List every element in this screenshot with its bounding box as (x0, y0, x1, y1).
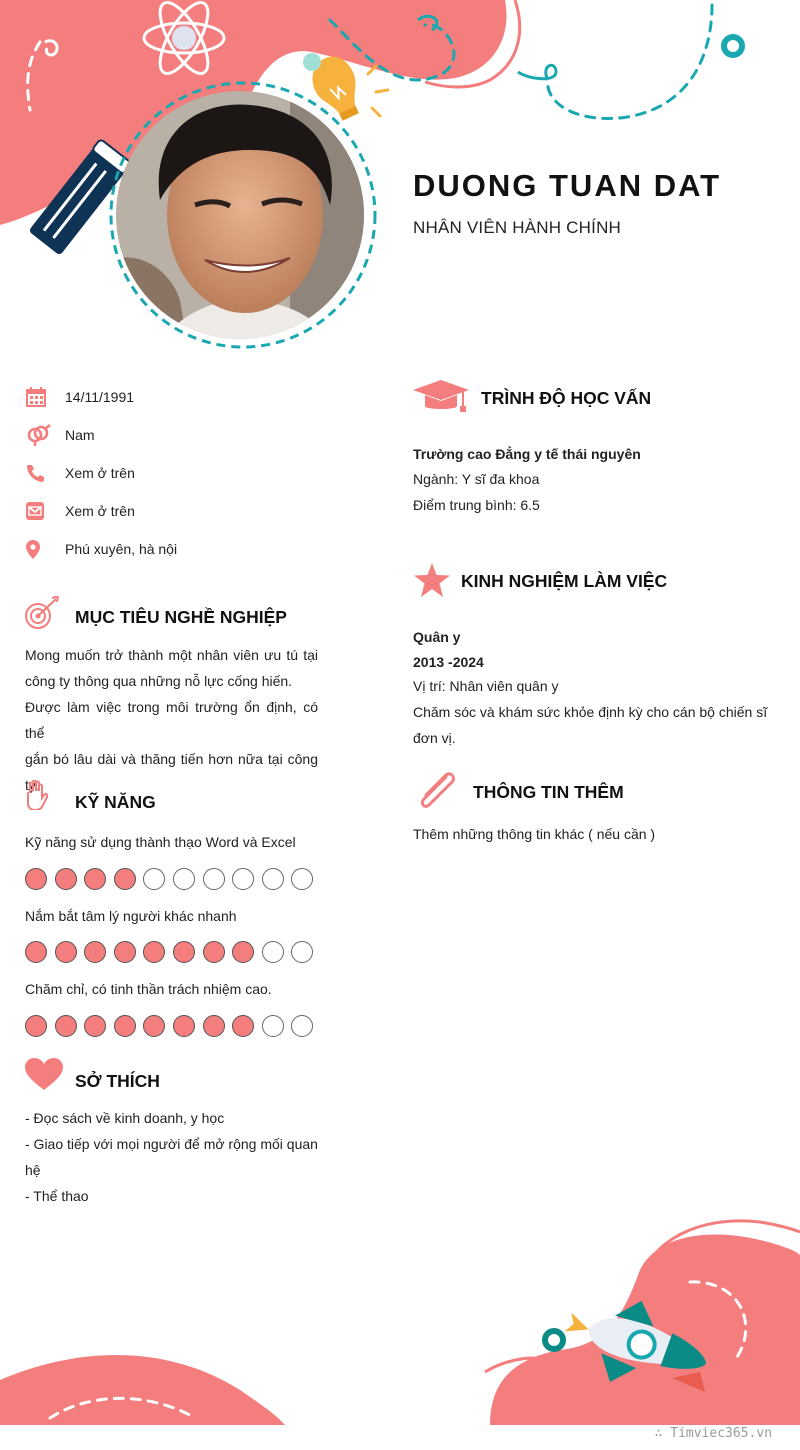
candidate-name: DUONG TUAN DAT (413, 168, 722, 203)
skill-rating (25, 868, 313, 892)
rating-dot-filled (55, 941, 77, 963)
experience-desc-line: Chăm sóc và khám sức khỏe định kỳ cho cán bộ chiến sĩ (413, 704, 768, 720)
extra-text: Thêm những thông tin khác ( nếu cần ) (413, 826, 656, 842)
contact-phone (26, 461, 356, 485)
rating-dot-empty (291, 868, 313, 890)
skill-rating (25, 1015, 313, 1039)
rating-dot-filled (203, 941, 225, 963)
contact-gender (26, 423, 356, 447)
location-icon (26, 538, 54, 560)
rating-dot-filled (114, 941, 136, 963)
teal-ring-icon (724, 37, 742, 55)
objective-line: Mong muốn trở thành một nhân viên ưu tú tại (25, 647, 318, 663)
rating-dot-filled (143, 941, 165, 963)
rating-dot-empty (262, 941, 284, 963)
objective-title: MỤC TIÊU NGHỀ NGHIỆP (75, 607, 287, 627)
phone-icon (26, 462, 54, 484)
rating-dot-empty (291, 1015, 313, 1037)
bottom-left-blob (0, 1355, 285, 1425)
graduation-cap-icon (413, 380, 469, 419)
rating-dot-empty (173, 868, 195, 890)
rating-dot-filled (173, 1015, 195, 1037)
hobby-line: - Giao tiếp với mọi người để mở rộng mối quan (25, 1136, 318, 1152)
address-value: Phú xuyên, hà nội (65, 541, 178, 557)
rating-dot-empty (203, 868, 225, 890)
skills-title: KỸ NĂNG (75, 792, 156, 812)
email-value: Xem ở trên (65, 503, 135, 519)
rating-dot-empty (232, 868, 254, 890)
rating-dot-filled (25, 941, 47, 963)
watermark: ∴ Timviec365.vn (654, 1426, 772, 1441)
rating-dot-filled (84, 1015, 106, 1037)
hobbies-text (25, 1105, 325, 1209)
rating-dot-filled (232, 941, 254, 963)
teal-dashed-curve-right (548, 5, 712, 118)
rating-dot-filled (84, 941, 106, 963)
rating-dot-filled (232, 1015, 254, 1037)
email-icon (26, 500, 54, 522)
contact-birthday (26, 385, 356, 409)
skill-rating (25, 941, 313, 965)
rating-dot-filled (25, 868, 47, 890)
contact-address (26, 537, 356, 561)
extra-title: THÔNG TIN THÊM (473, 782, 624, 802)
experience-title: KINH NGHIỆM LÀM VIỆC (461, 571, 668, 591)
objective-line: gắn bó lâu dài và thăng tiến hơn nữa tại công (25, 751, 318, 767)
rating-dot-filled (55, 1015, 77, 1037)
rating-dot-filled (143, 1015, 165, 1037)
rating-dot-filled (173, 941, 195, 963)
hobby-line: - Thể thao (25, 1188, 89, 1204)
hand-icon (26, 780, 48, 815)
heart-icon (25, 1058, 63, 1095)
job-title: NHÂN VIÊN HÀNH CHÍNH (413, 218, 622, 237)
education-gpa: Điểm trung bình: 6.5 (413, 497, 540, 513)
objective-line: công ty thông qua những nỗ lực cống hiến. (25, 673, 293, 689)
objective-text (25, 642, 318, 798)
star-icon (414, 563, 450, 602)
rating-dot-empty (262, 1015, 284, 1037)
hobby-line: hệ (25, 1162, 41, 1178)
education-major: Ngành: Y sĩ đa khoa (413, 471, 540, 487)
phone-value: Xem ở trên (65, 465, 135, 481)
rating-dot-empty (262, 868, 284, 890)
rating-dot-filled (25, 1015, 47, 1037)
education-school: Trường cao Đẳng y tế thái nguyên (413, 446, 641, 462)
education-title: TRÌNH ĐỘ HỌC VẤN (481, 388, 652, 408)
calendar-icon (26, 386, 54, 408)
hobby-line: - Đọc sách về kinh doanh, y học (25, 1110, 225, 1126)
experience-desc-line: đơn vị. (413, 730, 456, 746)
rating-dot-filled (84, 868, 106, 890)
rating-dot-filled (55, 868, 77, 890)
rating-dot-empty (143, 868, 165, 890)
rating-dot-filled (114, 868, 136, 890)
birthday-value: 14/11/1991 (65, 389, 135, 405)
objective-line: ty. (25, 777, 39, 793)
contact-email (26, 499, 356, 523)
rating-dot-filled (203, 1015, 225, 1037)
experience-position: Vị trí: Nhân viên quân y (413, 678, 559, 694)
experience-company: Quân y (413, 629, 461, 645)
skill-name: Nắm bắt tâm lý người khác nhanh (25, 908, 237, 924)
rating-dot-filled (114, 1015, 136, 1037)
teal-ring-bottom-icon (545, 1331, 563, 1349)
hobbies-title: SỞ THÍCH (75, 1071, 160, 1091)
paperclip-icon (416, 771, 458, 816)
skill-name: Kỹ năng sử dụng thành thạo Word và Excel (25, 834, 296, 850)
experience-description (413, 699, 783, 751)
objective-line: Được làm việc trong môi trường ổn định, có thể (25, 699, 318, 741)
target-icon (24, 596, 60, 635)
skill-name: Chăm chỉ, có tinh thần trách nhiệm cao. (25, 981, 272, 997)
gender-value: Nam (65, 427, 95, 443)
experience-period: 2013 -2024 (413, 654, 484, 670)
rating-dot-empty (291, 941, 313, 963)
gender-icon (26, 424, 54, 446)
